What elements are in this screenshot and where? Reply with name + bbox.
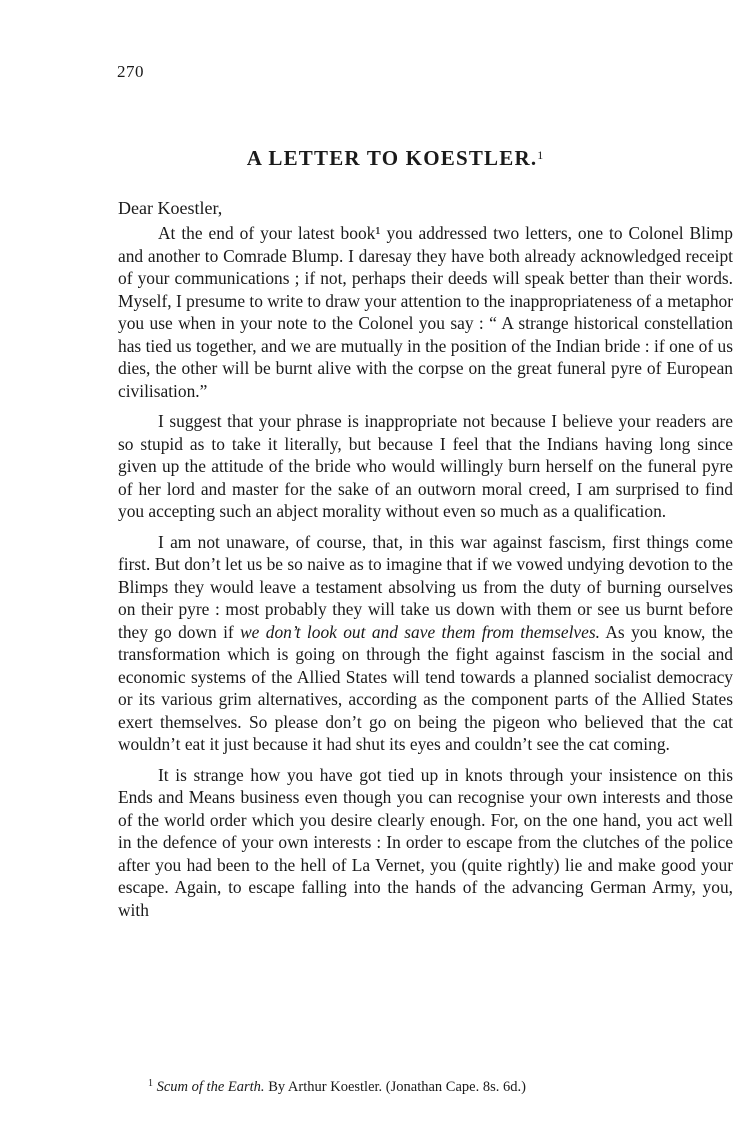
footnote: [148, 1078, 526, 1096]
paragraph-3-italic: we don’t look out and save them from themselves.: [240, 621, 600, 642]
salutation: Dear Koestler,: [118, 198, 223, 218]
paragraph-2: I suggest that your phrase is inappropriate not because I believe your readers are so stupid as to take it literally, but because I feel that the Indians having long since given up the attitude of the bride who would willingly burn herself on the funeral pyre of her lord and master for the sake of an outworn moral creed, I am surprised to find you accepting such an abject morality without even so much as a qualification.: [118, 411, 733, 521]
paragraph-3-part-2: As you know, the transformation which is going on through the fight against fascism in the social and economic systems of the Allied States will tend towards a planned socialist democracy or its various grim alternatives, according as the component parts of the Allied States exert themselves. So please don’t go on being the pigeon who believed that the cat wouldn’t eat it just because it had shut its eyes and couldn’t see the cat coming.: [118, 621, 734, 754]
article-title-text: A LETTER TO KOESTLER.: [246, 146, 538, 170]
page-number: 270: [117, 62, 144, 81]
paragraph-3: [118, 531, 733, 756]
paragraph-3-part-1: I am not unaware, of course, that, in this war against fascism, first things come first. But don’t let us be so naive as to imagine that if we vowed undying devotion to the Blimps they would leave a testament absolving us from the duty of burning ourselves on their pyre : most probably they will take us down with them or see us burnt before they go down if: [118, 531, 733, 642]
footnote-citation: By Arthur Koestler. (Jonathan Cape. 8s. 6d.): [268, 1079, 526, 1095]
footnote-book-title: Scum of the Earth.: [156, 1079, 265, 1095]
title-footnote-mark: 1: [537, 148, 544, 162]
article-title: [0, 146, 750, 171]
paragraph-1: At the end of your latest book¹ you addressed two letters, one to Colonel Blimp and another to Comrade Blump. I daresay they have both already acknowledged receipt of your communications ; if not, perhaps their deeds will speak better than their words. Myself, I presume to write to draw your attention to the inappropriateness of a metaphor you use when in your note to the Colonel you say : “ A strange historical constellation has tied us together, and we are mutually in the position of the Indian bride : if one of us dies, the other will be burnt alive with the corpse on the great funeral pyre of European civilisation.”: [118, 223, 733, 401]
letter-body: [118, 222, 733, 929]
footnote-mark: 1: [148, 1078, 153, 1089]
paragraph-4: It is strange how you have got tied up in knots through your insistence on this Ends and Means business even though you can recognise your own interests and those of the world order which you desire clearly enough. For, on the one hand, you act well in the defence of your own interests : In order to escape from the clutches of the police after you had been to the hell of La Vernet, you (quite rightly) lie and make good your escape. Again, to escape falling into the hands of the advancing German Army, you, with: [118, 764, 733, 920]
